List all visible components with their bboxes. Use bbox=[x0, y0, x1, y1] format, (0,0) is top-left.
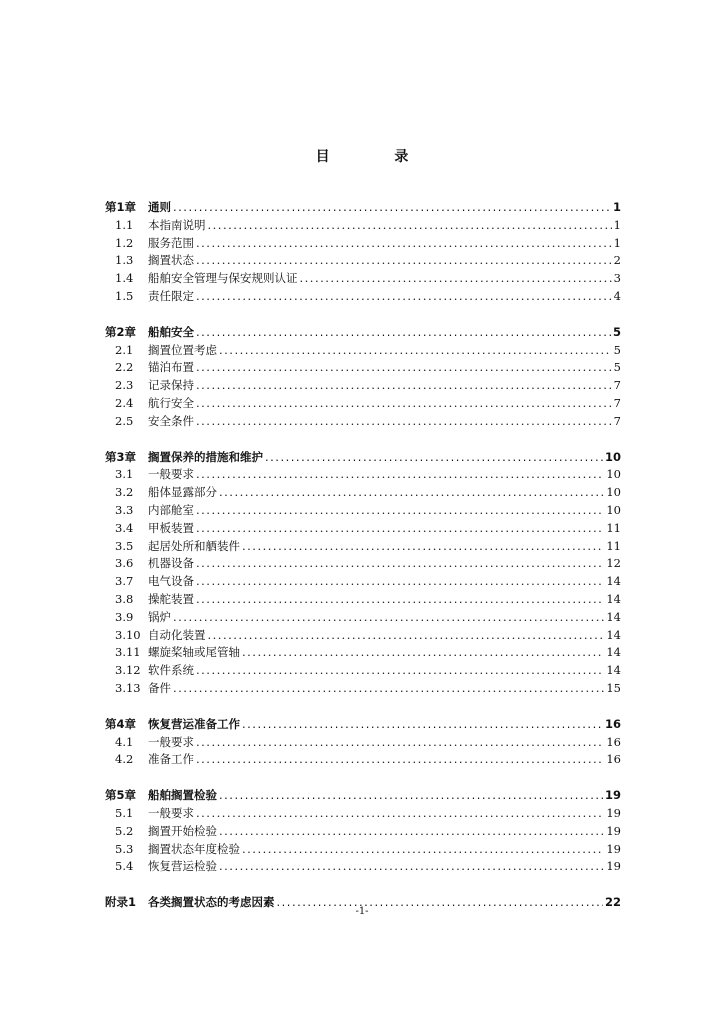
toc-title: 通则 bbox=[148, 200, 171, 214]
toc-number: 1.1 bbox=[115, 217, 134, 232]
toc-leader-dots bbox=[196, 734, 604, 752]
toc-section-entry[interactable] bbox=[105, 858, 621, 876]
toc-leader-dots bbox=[196, 591, 604, 609]
toc-section-entry[interactable] bbox=[105, 235, 621, 253]
toc-page-number: 10 bbox=[606, 485, 621, 500]
toc-number: 5.2 bbox=[115, 823, 134, 838]
section-gap bbox=[105, 769, 621, 787]
toc-title: 责任限定 bbox=[148, 288, 194, 303]
table-of-contents bbox=[105, 199, 621, 912]
toc-chapter-entry[interactable] bbox=[105, 787, 621, 805]
toc-leader-dots bbox=[242, 716, 603, 734]
toc-number: 2.3 bbox=[115, 378, 134, 393]
toc-page-number: 4 bbox=[613, 288, 621, 303]
toc-title: 锚泊布置 bbox=[148, 360, 194, 375]
toc-section-entry[interactable] bbox=[105, 805, 621, 823]
toc-number: 第4章 bbox=[105, 716, 137, 731]
toc-leader-dots bbox=[196, 252, 612, 270]
toc-section-entry[interactable] bbox=[105, 573, 621, 591]
toc-title: 内部舱室 bbox=[148, 502, 194, 517]
toc-number: 1.2 bbox=[115, 235, 134, 250]
toc-page-number: 15 bbox=[606, 680, 621, 695]
toc-page-number: 22 bbox=[604, 895, 621, 910]
toc-section-entry[interactable] bbox=[105, 662, 621, 680]
toc-number: 3.13 bbox=[115, 680, 141, 695]
section-gap bbox=[105, 876, 621, 894]
toc-title: 本指南说明 bbox=[148, 217, 206, 232]
toc-title: 螺旋桨轴或尾管轴 bbox=[148, 645, 240, 660]
toc-leader-dots bbox=[196, 413, 612, 431]
toc-title: 自动化装置 bbox=[148, 627, 206, 642]
toc-section-entry[interactable] bbox=[105, 644, 621, 662]
toc-leader-dots bbox=[196, 751, 604, 769]
toc-number: 3.2 bbox=[115, 485, 134, 500]
toc-section-entry[interactable] bbox=[105, 538, 621, 556]
toc-leader-dots bbox=[173, 609, 604, 627]
toc-page-number: 16 bbox=[606, 734, 621, 749]
toc-leader-dots bbox=[219, 342, 612, 360]
toc-page-number: 11 bbox=[606, 520, 621, 535]
toc-section-entry[interactable] bbox=[105, 288, 621, 306]
toc-page-number: 5 bbox=[612, 324, 621, 339]
toc-section-entry[interactable] bbox=[105, 680, 621, 698]
toc-page-number: 1 bbox=[612, 200, 621, 214]
toc-title: 搁置保养的措施和维护 bbox=[148, 449, 263, 464]
toc-title: 备件 bbox=[148, 680, 171, 695]
toc-page-number: 19 bbox=[606, 841, 621, 856]
section-gap bbox=[105, 431, 621, 449]
toc-title: 电气设备 bbox=[148, 574, 194, 589]
toc-leader-dots bbox=[208, 217, 612, 235]
toc-number: 第3章 bbox=[105, 449, 137, 464]
toc-number: 2.5 bbox=[115, 413, 134, 428]
toc-section-entry[interactable] bbox=[105, 520, 621, 538]
toc-section-entry[interactable] bbox=[105, 270, 621, 288]
section-gap bbox=[105, 306, 621, 324]
toc-page-number: 7 bbox=[613, 378, 621, 393]
toc-title: 起居处所和舾装件 bbox=[148, 538, 240, 553]
toc-page-number: 14 bbox=[606, 645, 621, 660]
toc-number: 3.6 bbox=[115, 556, 134, 571]
toc-chapter-entry[interactable] bbox=[105, 449, 621, 467]
toc-page-number: 19 bbox=[604, 788, 621, 803]
section-gap bbox=[105, 698, 621, 716]
toc-number: 1.3 bbox=[115, 253, 134, 268]
toc-number: 第5章 bbox=[105, 788, 137, 803]
toc-section-entry[interactable] bbox=[105, 395, 621, 413]
toc-section-entry[interactable] bbox=[105, 413, 621, 431]
toc-section-entry[interactable] bbox=[105, 591, 621, 609]
toc-title: 船体显露部分 bbox=[148, 485, 217, 500]
toc-leader-dots bbox=[196, 288, 612, 306]
toc-page-number: 19 bbox=[606, 859, 621, 874]
toc-number: 4.1 bbox=[115, 734, 134, 749]
toc-number: 3.3 bbox=[115, 502, 134, 517]
toc-section-entry[interactable] bbox=[105, 823, 621, 841]
toc-number: 3.11 bbox=[115, 645, 141, 660]
toc-section-entry[interactable] bbox=[105, 751, 621, 769]
toc-title: 各类搁置状态的考虑因素 bbox=[148, 895, 275, 910]
toc-number: 3.9 bbox=[115, 609, 134, 624]
toc-number: 3.12 bbox=[115, 663, 141, 678]
toc-page-number: 10 bbox=[606, 502, 621, 517]
toc-leader-dots bbox=[196, 359, 612, 377]
toc-number: 1.5 bbox=[115, 288, 134, 303]
toc-page-number: 14 bbox=[606, 663, 621, 678]
toc-section-entry[interactable] bbox=[105, 377, 621, 395]
toc-leader-dots bbox=[219, 484, 604, 502]
toc-title: 船舶安全管理与保安规则认证 bbox=[148, 271, 298, 286]
page-number: -1- bbox=[355, 906, 369, 917]
toc-leader-dots bbox=[208, 627, 605, 645]
toc-section-entry[interactable] bbox=[105, 342, 621, 360]
toc-page-number: 1 bbox=[613, 217, 621, 232]
toc-leader-dots bbox=[242, 538, 604, 556]
toc-leader-dots bbox=[196, 662, 604, 680]
toc-leader-dots bbox=[196, 466, 604, 484]
toc-title: 搁置开始检验 bbox=[148, 823, 217, 838]
toc-number: 3.8 bbox=[115, 591, 134, 606]
page-title: 目 录 bbox=[315, 149, 439, 165]
toc-leader-dots bbox=[219, 858, 604, 876]
toc-section-entry[interactable] bbox=[105, 841, 621, 859]
toc-leader-dots bbox=[196, 555, 604, 573]
toc-page-number: 14 bbox=[606, 609, 621, 624]
toc-leader-dots bbox=[300, 270, 612, 288]
toc-title: 软件系统 bbox=[148, 663, 194, 678]
toc-leader-dots bbox=[242, 644, 604, 662]
toc-chapter-entry[interactable] bbox=[105, 716, 621, 734]
toc-page-number: 3 bbox=[613, 271, 621, 286]
toc-page-number: 7 bbox=[613, 413, 621, 428]
toc-title: 恢复营运检验 bbox=[148, 859, 217, 874]
toc-page-number: 12 bbox=[606, 556, 621, 571]
toc-section-entry[interactable] bbox=[105, 555, 621, 573]
toc-section-entry[interactable] bbox=[105, 609, 621, 627]
toc-leader-dots bbox=[196, 502, 604, 520]
toc-leader-dots bbox=[196, 520, 604, 538]
toc-page-number: 14 bbox=[606, 627, 621, 642]
toc-number: 1.4 bbox=[115, 271, 134, 286]
toc-number: 附录1 bbox=[105, 895, 137, 910]
toc-section-entry[interactable] bbox=[105, 252, 621, 270]
toc-leader-dots bbox=[196, 235, 612, 253]
toc-number: 5.1 bbox=[115, 805, 134, 820]
toc-leader-dots bbox=[219, 787, 603, 805]
toc-title: 操舵装置 bbox=[148, 591, 194, 606]
toc-leader-dots bbox=[173, 680, 604, 698]
toc-title: 恢复营运准备工作 bbox=[148, 716, 240, 731]
toc-page-number: 10 bbox=[604, 449, 621, 464]
toc-number: 3.5 bbox=[115, 538, 134, 553]
toc-page-number: 19 bbox=[606, 805, 621, 820]
toc-section-entry[interactable] bbox=[105, 217, 621, 235]
toc-leader-dots bbox=[196, 573, 604, 591]
toc-title: 搁置状态 bbox=[148, 253, 194, 268]
toc-page-number: 11 bbox=[606, 538, 621, 553]
toc-page-number: 7 bbox=[613, 395, 621, 410]
toc-title: 甲板装置 bbox=[148, 520, 194, 535]
toc-number: 2.2 bbox=[115, 360, 134, 375]
toc-page-number: 14 bbox=[606, 591, 621, 606]
toc-number: 3.1 bbox=[115, 467, 134, 482]
toc-section-entry[interactable] bbox=[105, 734, 621, 752]
toc-leader-dots bbox=[196, 395, 612, 413]
toc-leader-dots bbox=[219, 823, 604, 841]
toc-leader-dots bbox=[265, 449, 603, 467]
toc-page-number: 5 bbox=[613, 342, 621, 357]
toc-page-number: 16 bbox=[606, 752, 621, 767]
toc-title: 搁置状态年度检验 bbox=[148, 841, 240, 856]
toc-title: 锅炉 bbox=[148, 609, 171, 624]
toc-page-number: 2 bbox=[613, 253, 621, 268]
toc-title: 安全条件 bbox=[148, 413, 194, 428]
toc-title: 记录保持 bbox=[148, 378, 194, 393]
toc-title: 一般要求 bbox=[148, 805, 194, 820]
toc-title: 准备工作 bbox=[148, 752, 194, 767]
toc-number: 5.4 bbox=[115, 859, 134, 874]
toc-title: 航行安全 bbox=[148, 395, 194, 410]
toc-title: 船舶安全 bbox=[148, 324, 194, 339]
toc-page-number: 10 bbox=[606, 467, 621, 482]
toc-title: 一般要求 bbox=[148, 467, 194, 482]
toc-number: 第2章 bbox=[105, 324, 137, 339]
toc-section-entry[interactable] bbox=[105, 359, 621, 377]
toc-page-number: 1 bbox=[613, 235, 621, 250]
toc-page-number: 16 bbox=[604, 716, 621, 731]
toc-section-entry[interactable] bbox=[105, 627, 621, 645]
toc-leader-dots bbox=[196, 377, 612, 395]
toc-chapter-entry[interactable] bbox=[105, 324, 621, 342]
toc-section-entry[interactable] bbox=[105, 466, 621, 484]
toc-section-entry[interactable] bbox=[105, 502, 621, 520]
toc-title: 一般要求 bbox=[148, 734, 194, 749]
toc-number: 3.4 bbox=[115, 520, 134, 535]
toc-number: 3.10 bbox=[115, 627, 141, 642]
toc-title: 服务范围 bbox=[148, 235, 194, 250]
toc-page-number: 14 bbox=[606, 574, 621, 589]
toc-number: 4.2 bbox=[115, 752, 134, 767]
toc-leader-dots bbox=[242, 841, 604, 859]
toc-page-number: 19 bbox=[606, 823, 621, 838]
toc-number: 5.3 bbox=[115, 841, 134, 856]
toc-number: 2.1 bbox=[115, 342, 134, 357]
toc-title: 搁置位置考虑 bbox=[148, 342, 217, 357]
toc-leader-dots bbox=[173, 199, 611, 217]
toc-title: 船舶搁置检验 bbox=[148, 788, 217, 803]
toc-leader-dots bbox=[196, 805, 604, 823]
toc-number: 2.4 bbox=[115, 395, 134, 410]
toc-number: 3.7 bbox=[115, 574, 134, 589]
toc-leader-dots bbox=[196, 324, 611, 342]
toc-section-entry[interactable] bbox=[105, 484, 621, 502]
toc-title: 机器设备 bbox=[148, 556, 194, 571]
toc-number: 第1章 bbox=[105, 200, 137, 214]
toc-page-number: 5 bbox=[613, 360, 621, 375]
toc-chapter-entry[interactable] bbox=[105, 199, 621, 217]
